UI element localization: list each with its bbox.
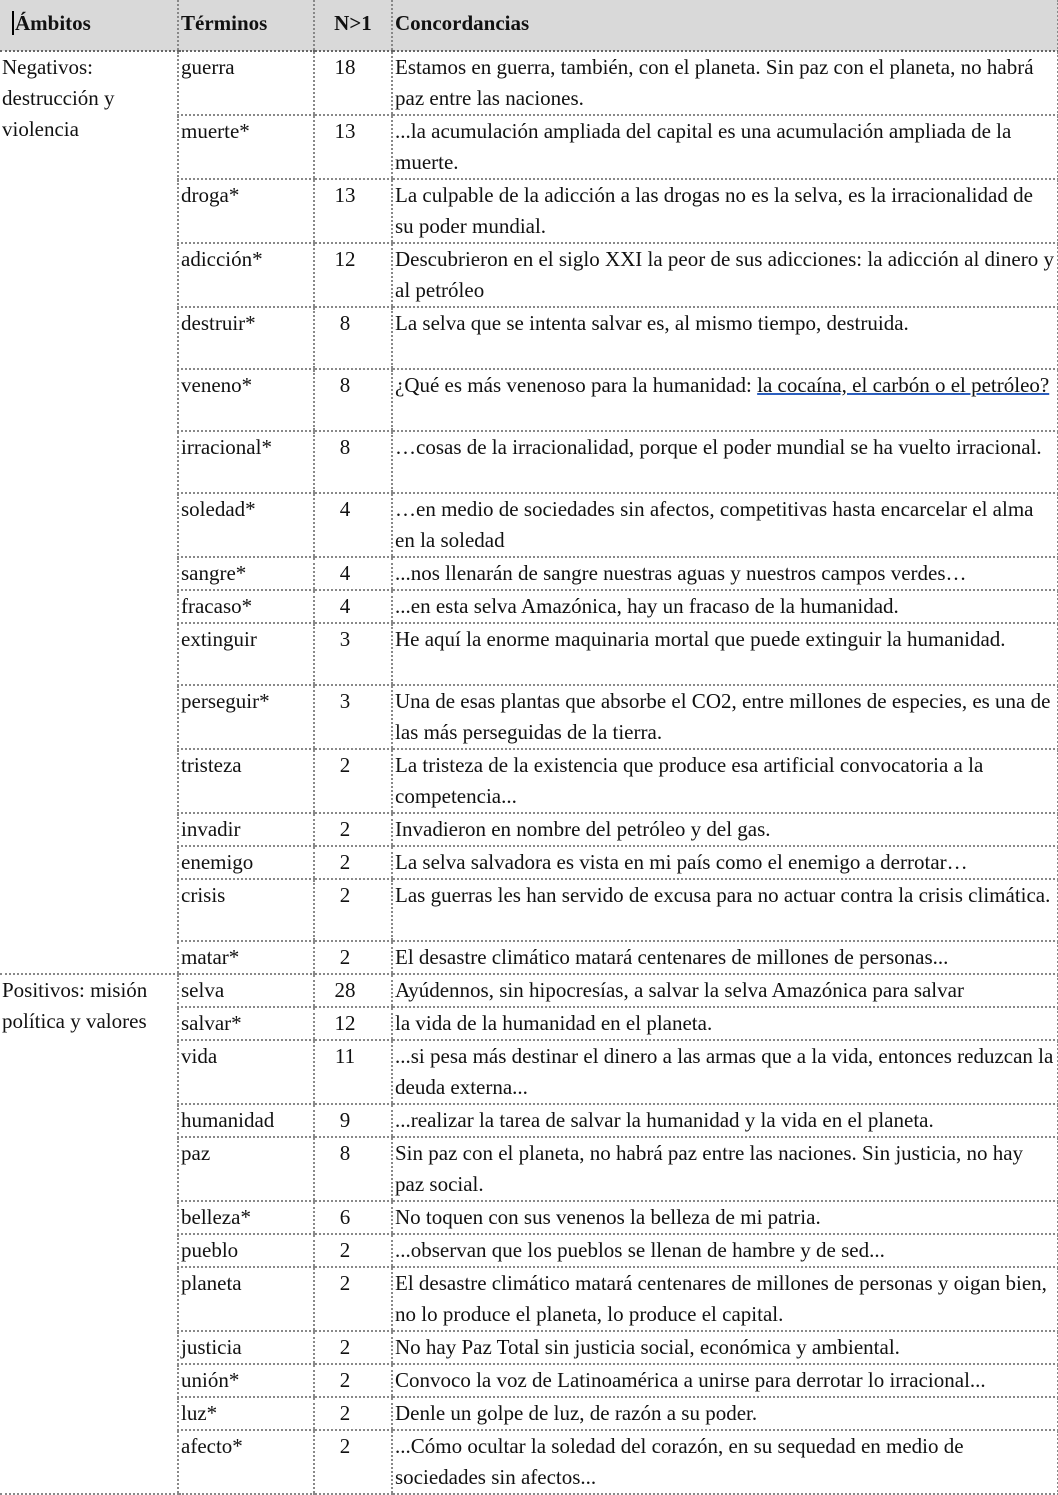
term-cell: salvar* bbox=[178, 1007, 314, 1040]
term-cell: pueblo bbox=[178, 1234, 314, 1267]
concordance-cell: ...nos llenarán de sangre nuestras aguas y nuestros campos verdes… bbox=[392, 557, 1058, 590]
count-cell: 8 bbox=[314, 1137, 392, 1201]
term-cell: belleza* bbox=[178, 1201, 314, 1234]
term-cell: humanidad bbox=[178, 1104, 314, 1137]
term-cell: selva bbox=[178, 974, 314, 1007]
term-cell: destruir* bbox=[178, 307, 314, 369]
concordance-cell: La culpable de la adicción a las drogas no es la selva, es la irracionalidad de su poder mundial. bbox=[392, 179, 1058, 243]
concordance-cell: Sin paz con el planeta, no habrá paz entre las naciones. Sin justicia, no hay paz social. bbox=[392, 1137, 1058, 1201]
concordance-cell: Ayúdennos, sin hipocresías, a salvar la selva Amazónica para salvar bbox=[392, 974, 1058, 1007]
count-cell: 8 bbox=[314, 369, 392, 431]
term-cell: extinguir bbox=[178, 623, 314, 685]
concordance-cell: Estamos en guerra, también, con el planeta. Sin paz con el planeta, no habrá paz entre las naciones. bbox=[392, 51, 1058, 115]
term-cell: perseguir* bbox=[178, 685, 314, 749]
count-cell: 3 bbox=[314, 623, 392, 685]
concordance-cell: ...observan que los pueblos se llenan de hambre y de sed... bbox=[392, 1234, 1058, 1267]
count-cell: 13 bbox=[314, 115, 392, 179]
count-cell: 4 bbox=[314, 590, 392, 623]
term-cell: matar* bbox=[178, 941, 314, 974]
count-cell: 3 bbox=[314, 685, 392, 749]
term-cell: soledad* bbox=[178, 493, 314, 557]
concordance-cell: La selva salvadora es vista en mi país como el enemigo a derrotar… bbox=[392, 846, 1058, 879]
term-cell: enemigo bbox=[178, 846, 314, 879]
term-cell: irracional* bbox=[178, 431, 314, 493]
header-row bbox=[0, 0, 1058, 51]
count-cell: 2 bbox=[314, 1234, 392, 1267]
term-cell: invadir bbox=[178, 813, 314, 846]
term-cell: sangre* bbox=[178, 557, 314, 590]
count-cell: 6 bbox=[314, 1201, 392, 1234]
count-cell: 11 bbox=[314, 1040, 392, 1104]
term-cell: justicia bbox=[178, 1331, 314, 1364]
concordance-cell: El desastre climático matará centenares de millones de personas... bbox=[392, 941, 1058, 974]
count-cell: 2 bbox=[314, 813, 392, 846]
header-concordancias: Concordancias bbox=[392, 0, 1058, 51]
concordance-cell: ...en esta selva Amazónica, hay un fracaso de la humanidad. bbox=[392, 590, 1058, 623]
count-cell: 2 bbox=[314, 1430, 392, 1494]
concordance-cell: No toquen con sus venenos la belleza de mi patria. bbox=[392, 1201, 1058, 1234]
term-cell: guerra bbox=[178, 51, 314, 115]
count-cell: 13 bbox=[314, 179, 392, 243]
concordance-cell: …en medio de sociedades sin afectos, competitivas hasta encarcelar el alma en la soledad bbox=[392, 493, 1058, 557]
count-cell: 8 bbox=[314, 431, 392, 493]
count-cell: 4 bbox=[314, 493, 392, 557]
term-cell: adicción* bbox=[178, 243, 314, 307]
count-cell: 12 bbox=[314, 243, 392, 307]
concordance-cell: Descubrieron en el siglo XXI la peor de sus adicciones: la adicción al dinero y al petróleo bbox=[392, 243, 1058, 307]
term-cell: unión* bbox=[178, 1364, 314, 1397]
term-cell: vida bbox=[178, 1040, 314, 1104]
count-cell: 2 bbox=[314, 1331, 392, 1364]
term-cell: fracaso* bbox=[178, 590, 314, 623]
term-cell: planeta bbox=[178, 1267, 314, 1331]
term-cell: veneno* bbox=[178, 369, 314, 431]
category-negativos: Negativos: destrucción y violencia bbox=[0, 51, 178, 974]
term-cell: muerte* bbox=[178, 115, 314, 179]
table-row bbox=[0, 51, 1058, 115]
table-row bbox=[0, 974, 1058, 1007]
term-cell: luz* bbox=[178, 1397, 314, 1430]
concordance-cell: El desastre climático matará centenares de millones de personas y oigan bien, no lo produce el planeta, lo produce el capital. bbox=[392, 1267, 1058, 1331]
spellcheck-underlined-text: la cocaína, el carbón o el petróleo? bbox=[757, 373, 1050, 397]
concordance-cell: Denle un golpe de luz, de razón a su poder. bbox=[392, 1397, 1058, 1430]
concordance-text: ¿Qué es más venenoso para la humanidad: bbox=[395, 373, 758, 397]
concordance-cell: He aquí la enorme maquinaria mortal que puede extinguir la humanidad. bbox=[392, 623, 1058, 685]
concordance-cell: Invadieron en nombre del petróleo y del gas. bbox=[392, 813, 1058, 846]
concordance-cell: Las guerras les han servido de excusa para no actuar contra la crisis climática. bbox=[392, 879, 1058, 941]
term-cell: droga* bbox=[178, 179, 314, 243]
concordance-cell: La tristeza de la existencia que produce esa artificial convocatoria a la competencia... bbox=[392, 749, 1058, 813]
category-positivos: Positivos: misión política y valores bbox=[0, 974, 178, 1494]
count-cell: 4 bbox=[314, 557, 392, 590]
count-cell: 2 bbox=[314, 879, 392, 941]
count-cell: 28 bbox=[314, 974, 392, 1007]
count-cell: 18 bbox=[314, 51, 392, 115]
concordance-cell: Convoco la voz de Latinoamérica a unirse para derrotar lo irracional... bbox=[392, 1364, 1058, 1397]
concordance-cell: La selva que se intenta salvar es, al mismo tiempo, destruida. bbox=[392, 307, 1058, 369]
count-cell: 2 bbox=[314, 1397, 392, 1430]
concordance-cell: …cosas de la irracionalidad, porque el poder mundial se ha vuelto irracional. bbox=[392, 431, 1058, 493]
count-cell: 2 bbox=[314, 941, 392, 974]
concordance-cell: ...la acumulación ampliada del capital es una acumulación ampliada de la muerte. bbox=[392, 115, 1058, 179]
count-cell: 9 bbox=[314, 1104, 392, 1137]
concordance-cell: Una de esas plantas que absorbe el CO2, entre millones de especies, es una de las más perseguidas de la tierra. bbox=[392, 685, 1058, 749]
concordance-cell: ...realizar la tarea de salvar la humanidad y la vida en el planeta. bbox=[392, 1104, 1058, 1137]
concordance-cell: ...si pesa más destinar el dinero a las armas que a la vida, entonces reduzcan la deuda externa... bbox=[392, 1040, 1058, 1104]
concordance-cell: la vida de la humanidad en el planeta. bbox=[392, 1007, 1058, 1040]
count-cell: 2 bbox=[314, 846, 392, 879]
term-cell: crisis bbox=[178, 879, 314, 941]
header-ambitos: Ámbitos bbox=[0, 0, 178, 51]
concordance-cell: No hay Paz Total sin justicia social, económica y ambiental. bbox=[392, 1331, 1058, 1364]
concordance-cell bbox=[392, 369, 1058, 431]
term-cell: afecto* bbox=[178, 1430, 314, 1494]
count-cell: 8 bbox=[314, 307, 392, 369]
count-cell: 2 bbox=[314, 1267, 392, 1331]
count-cell: 12 bbox=[314, 1007, 392, 1040]
header-n: N>1 bbox=[314, 0, 392, 51]
concordance-cell: ...Cómo ocultar la soledad del corazón, en su sequedad en medio de sociedades sin afectos... bbox=[392, 1430, 1058, 1494]
count-cell: 2 bbox=[314, 749, 392, 813]
term-cell: paz bbox=[178, 1137, 314, 1201]
term-cell: tristeza bbox=[178, 749, 314, 813]
count-cell: 2 bbox=[314, 1364, 392, 1397]
header-terminos: Términos bbox=[178, 0, 314, 51]
